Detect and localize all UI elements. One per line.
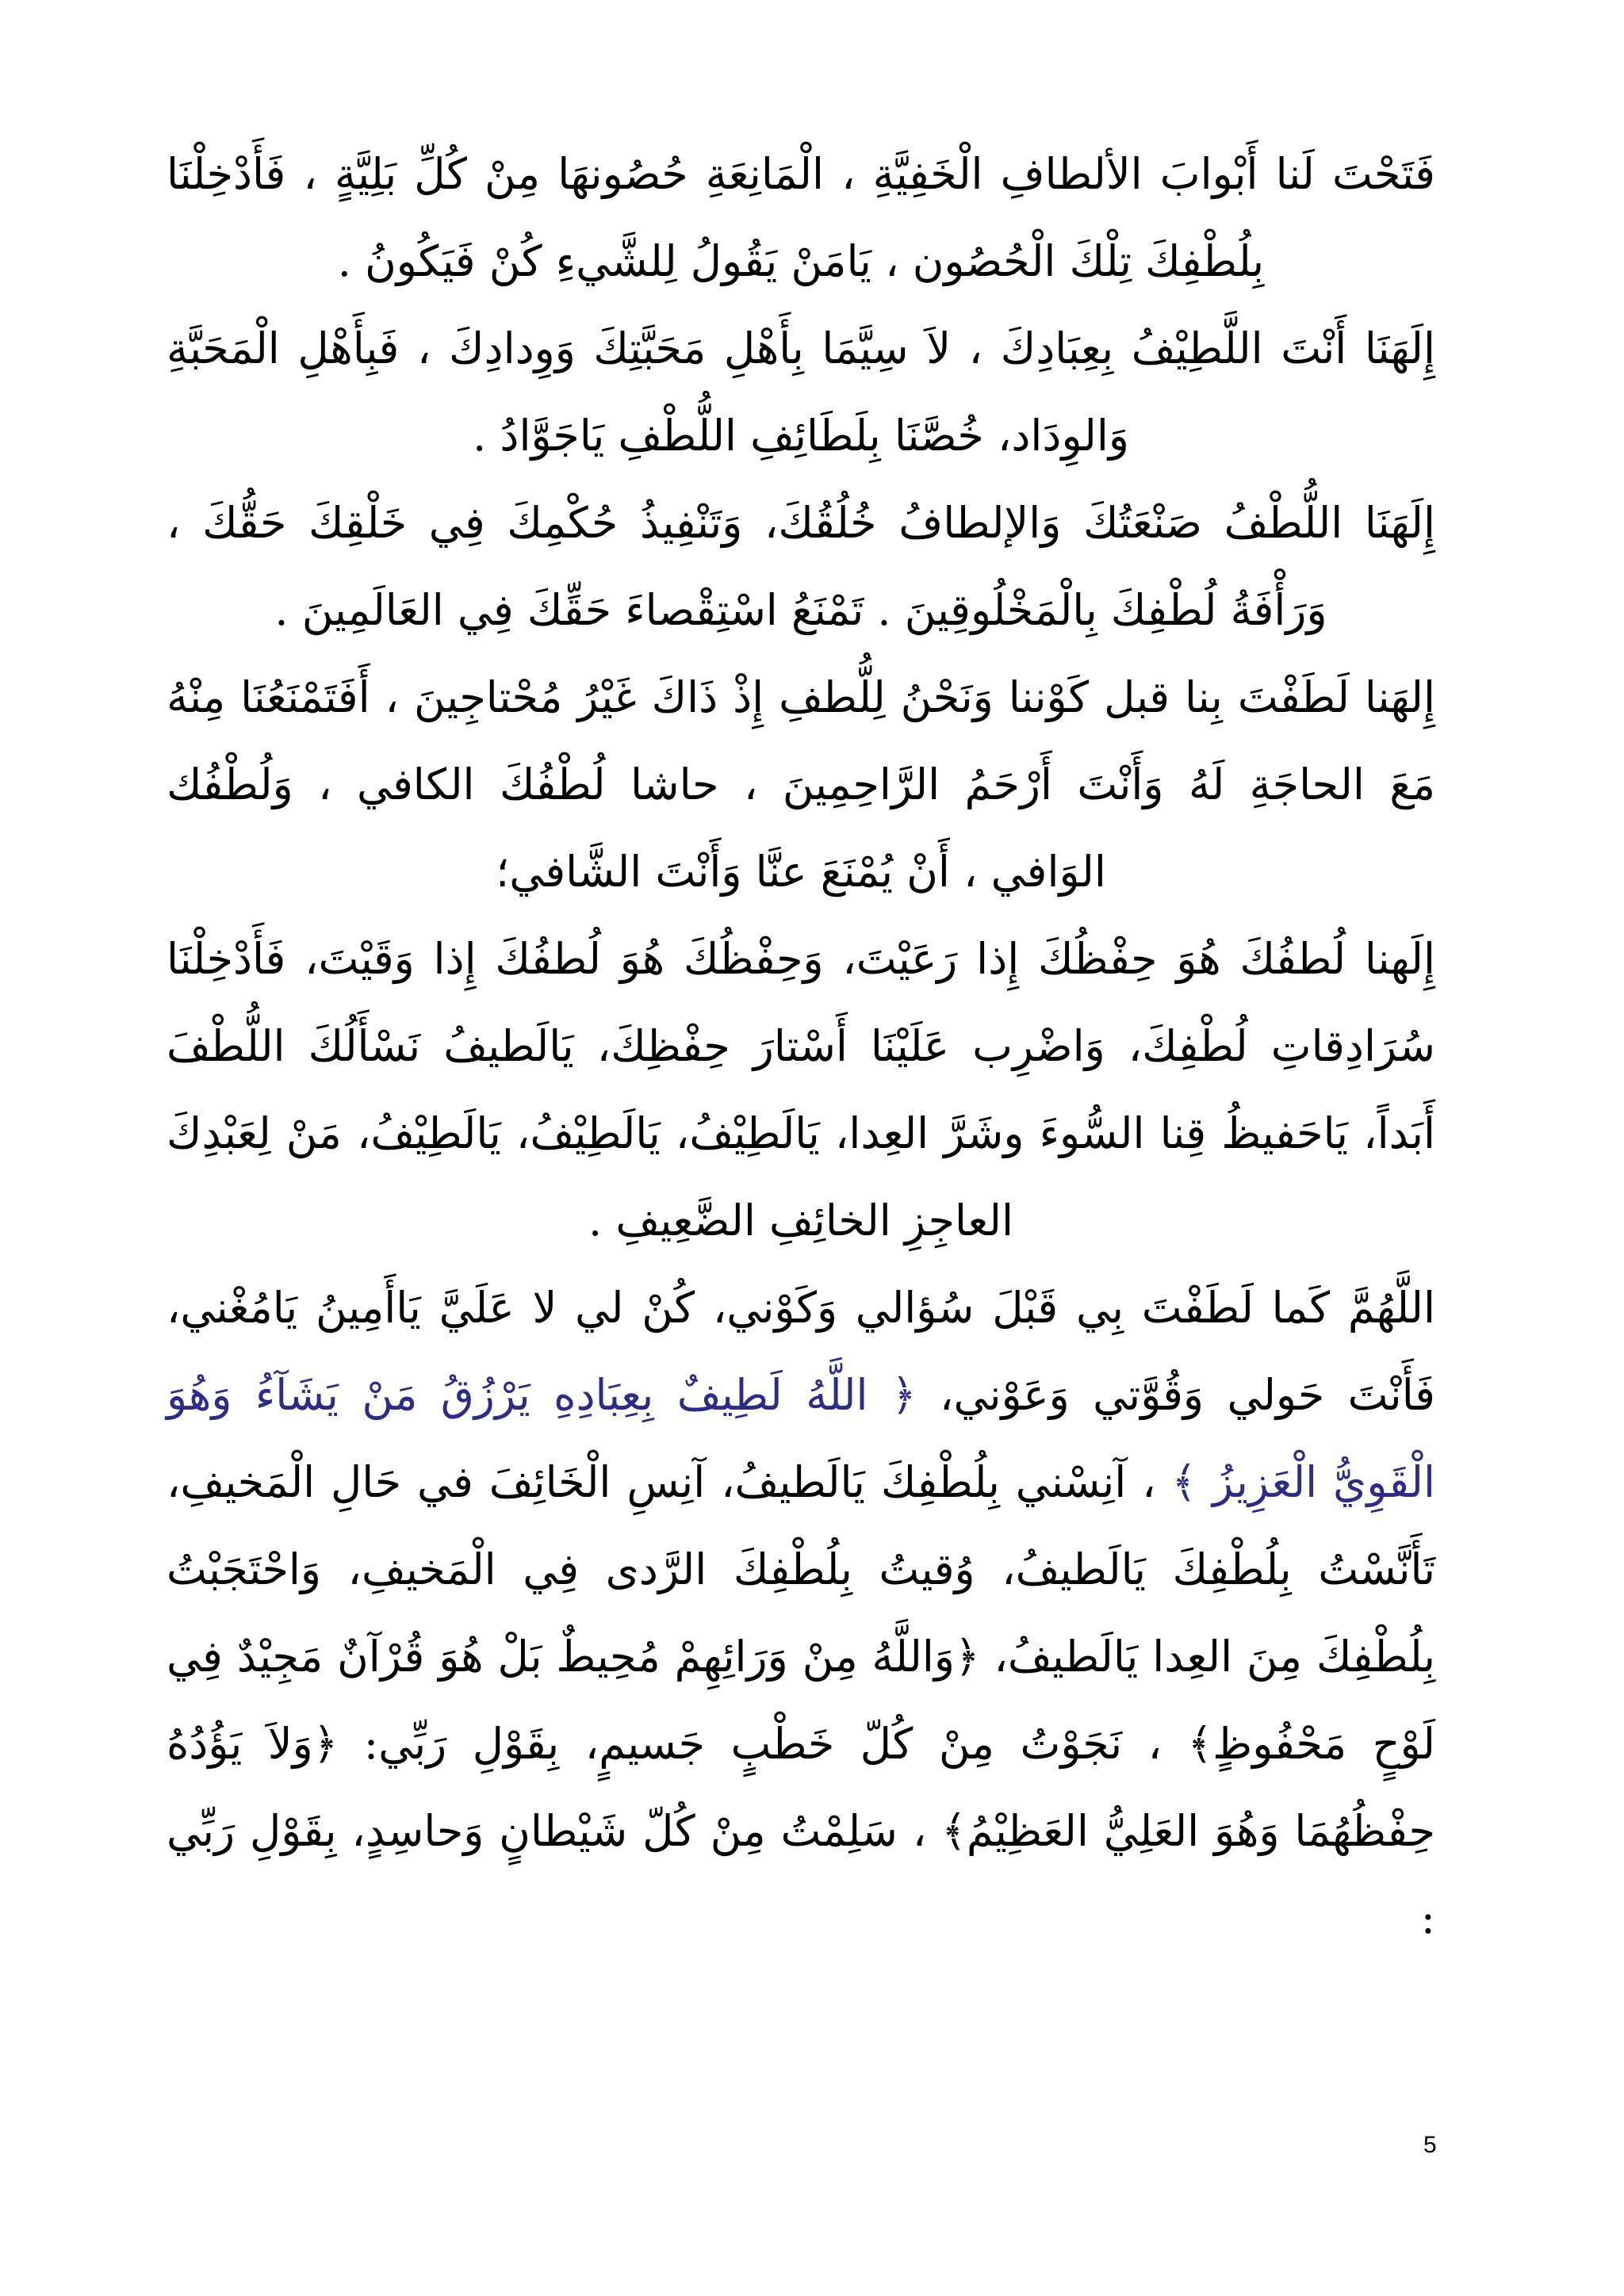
- page-number: 5: [1423, 2132, 1437, 2158]
- paragraph-text: فَتَحْتَ لَنا أَبْوابَ الألطافِ الْخَفِيَّةِ ، الْمَانِعَةِ حُصُونهَا مِنْ كُلِّ بَلِيَّةٍ ، فَأَدْخِلْنَا بِلُطْفِكَ تِلْكَ الْحُصُون ، يَامَنْ يَقُولُ لِلشَّيءِ كُنْ فَيَكُونُ .: [167, 149, 1435, 286]
- paragraph: [167, 305, 1435, 480]
- paragraph: [167, 654, 1435, 916]
- quran-verse: ﴿ اللَّهُ لَطِيفٌ بِعِبَادِهِ يَرْزُقُ مَنْ يَشَآءُ وَهُوَ الْقَوِيُّ الْعَزِيزُ ﴾: [167, 1370, 1435, 1507]
- paragraph-text: ، آنِسْني بِلُطْفِكَ يَالَطيفُ، آنِسِ الْخَائِفَ في حَالِ الْمَخيفِ، تَأَنَّسْتُ بِلُطْفِكَ يَالَطيفُ، وُقيتُ بِلُطْفِكَ الرَّدى فِي الْمَخيفِ، وَاحْتَجَبْتُ بِلُطْفِكَ مِنَ العِدا يَالَطيفُ،: [167, 1457, 1435, 1682]
- paragraph: [167, 916, 1435, 1265]
- paragraph: [167, 131, 1435, 305]
- paragraph-text: إِلَهنا لُطفُكَ هُوَ حِفْظُكَ إِذا رَعَيْتَ، وَحِفْظُكَ هُوَ لُطفُكَ إِذا وَقَيْتَ، فَأَدْخِلْنَا سُرَادِقاتِ لُطْفِكَ، وَاضْرِب عَلَيْنَا أَسْتارَ حِفْظِكَ، يَالَطيفُ نَسْأَلُكَ اللُّطْفَ أَبَداً، يَاحَفيظُ قِنا السُّوءَ وشَرَّ العِدا، يَالَطِيْفُ، يَالَطِيْفُ، يَالَطِيْفُ، مَنْ لِعَبْدِكَ العاجِزِ الخائِفِ الضَّعِيفِ .: [167, 934, 1435, 1246]
- paragraph: [167, 480, 1435, 654]
- quran-quote: ﴿وَلاَ يَؤُدُهُ حِفْظُهُمَا وَهُوَ العَلِيُّ العَظِيْمُ﴾: [167, 1719, 1435, 1856]
- paragraph-text: إِلهَنا لَطَفْتَ بِنا قبل كَوْننا وَنَحْنُ لِلُّطفِ إِذْ ذَاكَ غَيْرُ مُحْتاجِينَ ، أَفَتَمْنَعُنَا مِنْهُ مَعَ الحاجَةِ لَهُ وَأَنْتَ أَرْحَمُ الرَّاحِمِينَ ، حاشا لُطْفُكَ الكافي ، وَلُطْفُك الوَافي ، أَنْ يُمْنَعَ عنَّا وَأَنْتَ الشَّافي؛: [167, 672, 1435, 897]
- paragraph-text: اللَّهُمَّ كَما لَطَفْتَ بِي قَبْلَ سُؤالي وَكَوْني، كُنْ لي لا عَلَيَّ يَاأَمِينُ يَامُغْني، فَأَنْتَ حَولي وَقُوَّتي وَعَوْني،: [167, 1283, 1435, 1420]
- paragraph-text: ، نَجَوْتُ مِنْ كُلّ خَطْبٍ جَسيمٍ، بِقَوْلِ رَبِّي:: [338, 1719, 1162, 1769]
- paragraph: [167, 1265, 1435, 1962]
- quran-quote: ﴿وَاللَّهُ مِنْ وَرَائِهِمْ مُحِيطٌ بَلْ هُوَ قُرْآنٌ مَجِيْدٌ فِي لَوْحٍ مَحْفُوظٍ﴾: [167, 1632, 1435, 1769]
- paragraph-text: ، سَلِمْتُ مِنْ كُلّ شَيْطانٍ وَحاسِدٍ، بِقَوْلِ رَبِّي :: [167, 1806, 1435, 1943]
- body-text: [167, 131, 1435, 1962]
- paragraph-text: إِلَهَنَا اللُّطْفُ صَنْعَتُكَ وَالإلطافُ خُلُقُكَ، وَتَنْفِيذُ حُكْمِكَ فِي خَلْقِكَ حَقُّكَ ، وَرَأْفَةُ لُطْفِكَ بِالْمَخْلُوقِينَ . تَمْنَعُ اسْتِقْصاءَ حَقِّكَ فِي العَالَمِينَ .: [167, 498, 1435, 635]
- paragraph-text: إِلَهَنَا أَنْتَ اللَّطِيْفُ بِعِبَادِكَ ، لاَ سِيَّمَا بِأَهْلِ مَحَبَّتِكَ وَوِدادِكَ ، فَبِأَهْلِ الْمَحَبَّةِ وَالوِدَاد، خُصَّنَا بِلَطَائِفِ اللُّطْفِ يَاجَوَّادُ .: [167, 323, 1435, 461]
